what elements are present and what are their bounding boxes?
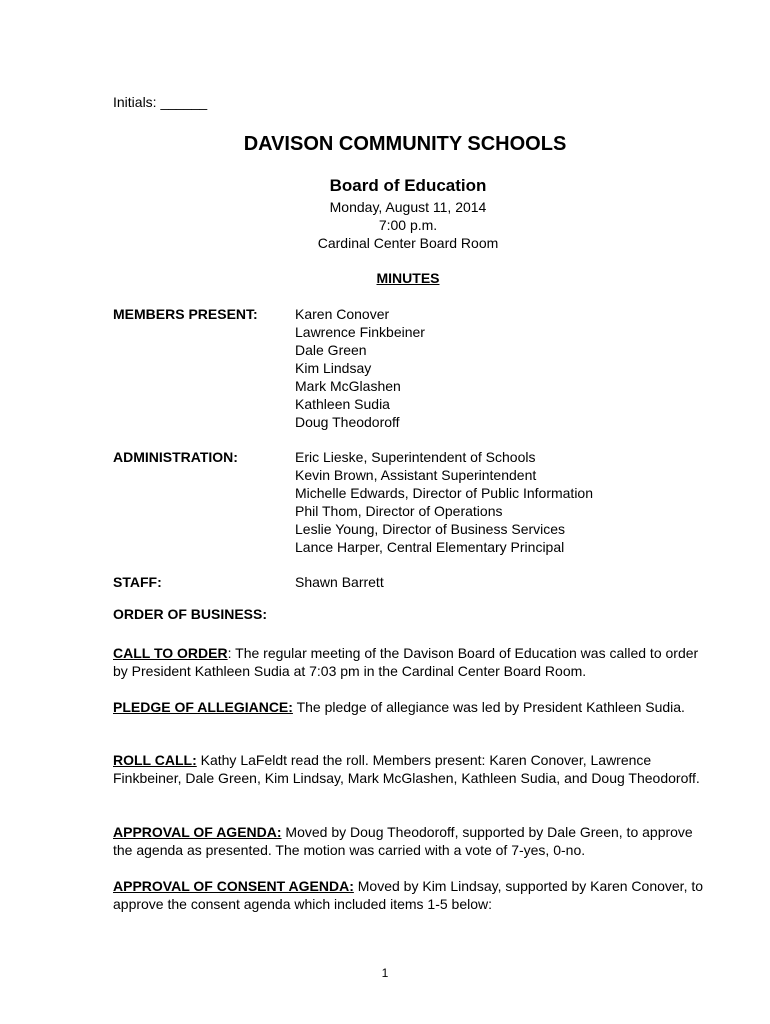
administrator-name: Phil Thom, Director of Operations xyxy=(295,503,503,519)
initials-line: Initials: ______ xyxy=(113,94,208,110)
roll-call-text: Kathy LaFeldt read the roll. Members present: Karen Conover, Lawrence Finkbeiner, Dale Green, Kim Lindsay, Mark McGlashen, Kathleen Sudia, and Doug Theodoroff. xyxy=(113,752,700,786)
consent-agenda-heading: APPROVAL OF CONSENT AGENDA: xyxy=(113,878,354,894)
member-name: Kim Lindsay xyxy=(295,360,372,376)
approval-agenda-paragraph xyxy=(113,823,713,859)
member-name: Karen Conover xyxy=(295,306,390,322)
call-to-order-paragraph xyxy=(113,644,713,680)
administrator-name: Eric Lieske, Superintendent of Schools xyxy=(295,449,536,465)
meeting-location: Cardinal Center Board Room xyxy=(317,235,499,251)
board-heading: Board of Education xyxy=(329,176,487,195)
consent-agenda-text: Moved by Kim Lindsay, supported by Karen Conover, to approve the consent agenda which included items 1-5 below: xyxy=(113,878,704,912)
staff-name: Shawn Barrett xyxy=(295,574,384,590)
administration-list xyxy=(295,448,593,556)
staff-label: STAFF: xyxy=(113,574,162,590)
members-list xyxy=(295,305,425,431)
roll-call-paragraph xyxy=(113,751,713,787)
pledge-paragraph xyxy=(113,698,713,716)
member-name: Mark McGlashen xyxy=(295,378,401,394)
administrator-name: Leslie Young, Director of Business Services xyxy=(295,521,566,537)
meeting-date: Monday, August 11, 2014 xyxy=(329,199,487,215)
order-of-business-heading: ORDER OF BUSINESS: xyxy=(113,606,268,622)
minutes-heading: MINUTES xyxy=(376,270,440,286)
document-title: DAVISON COMMUNITY SCHOOLS xyxy=(243,133,567,155)
administration-label: ADMINISTRATION: xyxy=(113,449,238,465)
pledge-heading: PLEDGE OF ALLEGIANCE: xyxy=(113,699,293,715)
members-present-label: MEMBERS PRESENT: xyxy=(113,306,258,322)
meeting-time: 7:00 p.m. xyxy=(378,217,438,233)
meeting-info xyxy=(0,198,770,252)
member-name: Lawrence Finkbeiner xyxy=(295,324,425,340)
approval-agenda-text: Moved by Doug Theodoroff, supported by Dale Green, to approve the agenda as presented. The motion was carried with a vote of 7-yes, 0-no. xyxy=(113,824,693,858)
consent-agenda-paragraph xyxy=(113,877,713,913)
roll-call-heading: ROLL CALL: xyxy=(113,752,197,768)
administrator-name: Lance Harper, Central Elementary Principal xyxy=(295,539,565,555)
call-to-order-heading: CALL TO ORDER xyxy=(113,645,228,661)
call-to-order-text: The regular meeting of the Davison Board of Education was called to order by President Kathleen Sudia at 7:03 pm in the Cardinal Center Board Room. xyxy=(113,645,699,679)
staff-list xyxy=(295,573,384,591)
pledge-text: The pledge of allegiance was led by President Kathleen Sudia. xyxy=(292,699,685,715)
page-number: 1 xyxy=(381,966,389,980)
member-name: Kathleen Sudia xyxy=(295,396,390,412)
member-name: Dale Green xyxy=(295,342,367,358)
member-name: Doug Theodoroff xyxy=(295,414,400,430)
administrator-name: Michelle Edwards, Director of Public Information xyxy=(295,485,594,501)
approval-agenda-heading: APPROVAL OF AGENDA: xyxy=(113,824,282,840)
administrator-name: Kevin Brown, Assistant Superintendent xyxy=(295,467,537,483)
call-to-order-colon: : xyxy=(227,645,232,661)
